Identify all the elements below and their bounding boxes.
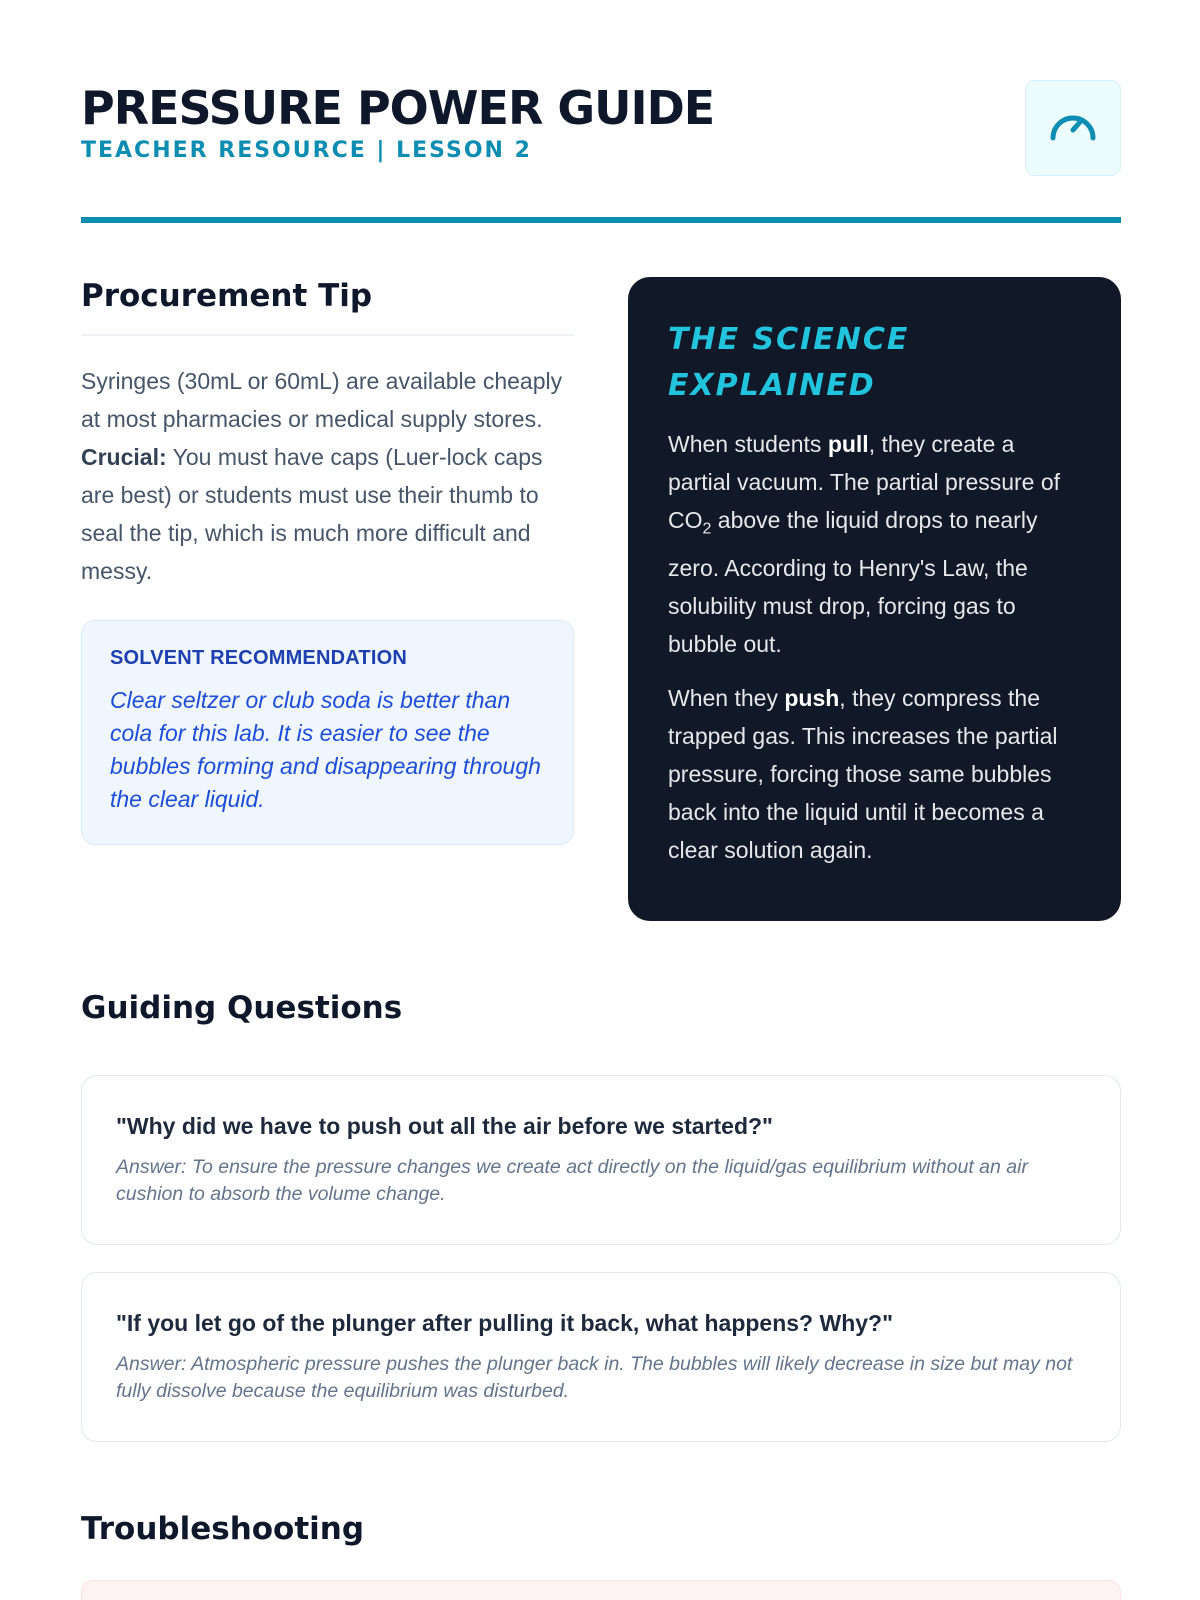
page-header — [81, 80, 1121, 225]
solvent-recommendation-label: SOLVENT RECOMMENDATION — [110, 647, 407, 669]
question-text: "Why did we have to push out all the air before we started?" — [116, 1113, 773, 1139]
co2-subscript: 2 — [702, 520, 712, 538]
gauge-badge — [1025, 80, 1121, 176]
page-subtitle: TEACHER RESOURCE | LESSON 2 — [81, 138, 532, 163]
procurement-divider — [81, 334, 574, 336]
pull-text-start: When students — [668, 431, 828, 457]
header-divider — [81, 217, 1121, 223]
push-text-end: , they compress the trapped gas. This increases the partial pressure, forcing those same bubbles back into the liquid until it becomes a clear solution again. — [668, 684, 1058, 863]
science-explained-card — [628, 277, 1121, 921]
page-title: PRESSURE POWER GUIDE — [81, 81, 715, 135]
troubleshooting-box — [81, 1580, 1121, 1600]
solvent-recommendation-text: Clear seltzer or club soda is better than cola for this lab. It is easier to see the bubbles forming and disappearing through the clear liquid. — [110, 687, 541, 812]
solvent-recommendation-box — [81, 620, 574, 845]
science-pull-paragraph — [668, 425, 1081, 663]
push-text-start: When they — [668, 684, 785, 711]
procurement-section — [81, 278, 574, 845]
gauge-icon — [1045, 100, 1101, 156]
guiding-questions-heading: Guiding Questions — [81, 990, 403, 1026]
procurement-heading: Procurement Tip — [81, 278, 373, 314]
pull-keyword: pull — [827, 431, 869, 457]
procurement-text-start: Syringes (30mL or 60mL) are available cheaply at most pharmacies or medical supply stores. — [81, 368, 563, 432]
question-text: "If you let go of the plunger after pulling it back, what happens? Why?" — [116, 1310, 893, 1336]
pull-text-end: above the liquid drops to nearly zero. According to Henry's Law, the solubility must drop, forcing gas to bubble out. — [668, 507, 1038, 657]
answer-text: Answer: Atmospheric pressure pushes the plunger back in. The bubbles will likely decrease in size but may not fully dissolve because the equilibrium was disturbed. — [116, 1353, 1073, 1402]
science-title: THE SCIENCE EXPLAINED — [668, 322, 910, 403]
procurement-text-end: You must have caps (Luer-lock caps are best) or students must use their thumb to seal the tip, which is much more difficult and messy. — [81, 444, 543, 584]
pull-text-mid: , they create a partial vacuum. The partial pressure of CO — [668, 431, 1061, 533]
question-card — [81, 1075, 1121, 1245]
science-push-paragraph — [668, 679, 1081, 869]
procurement-text — [81, 362, 574, 590]
troubleshooting-heading: Troubleshooting — [81, 1511, 365, 1547]
procurement-crucial-label: Crucial: — [81, 444, 167, 470]
answer-text: Answer: To ensure the pressure changes we create act directly on the liquid/gas equilibrium without an air cushion to absorb the volume change. — [116, 1156, 1028, 1205]
push-keyword: push — [784, 684, 840, 711]
question-card — [81, 1272, 1121, 1442]
